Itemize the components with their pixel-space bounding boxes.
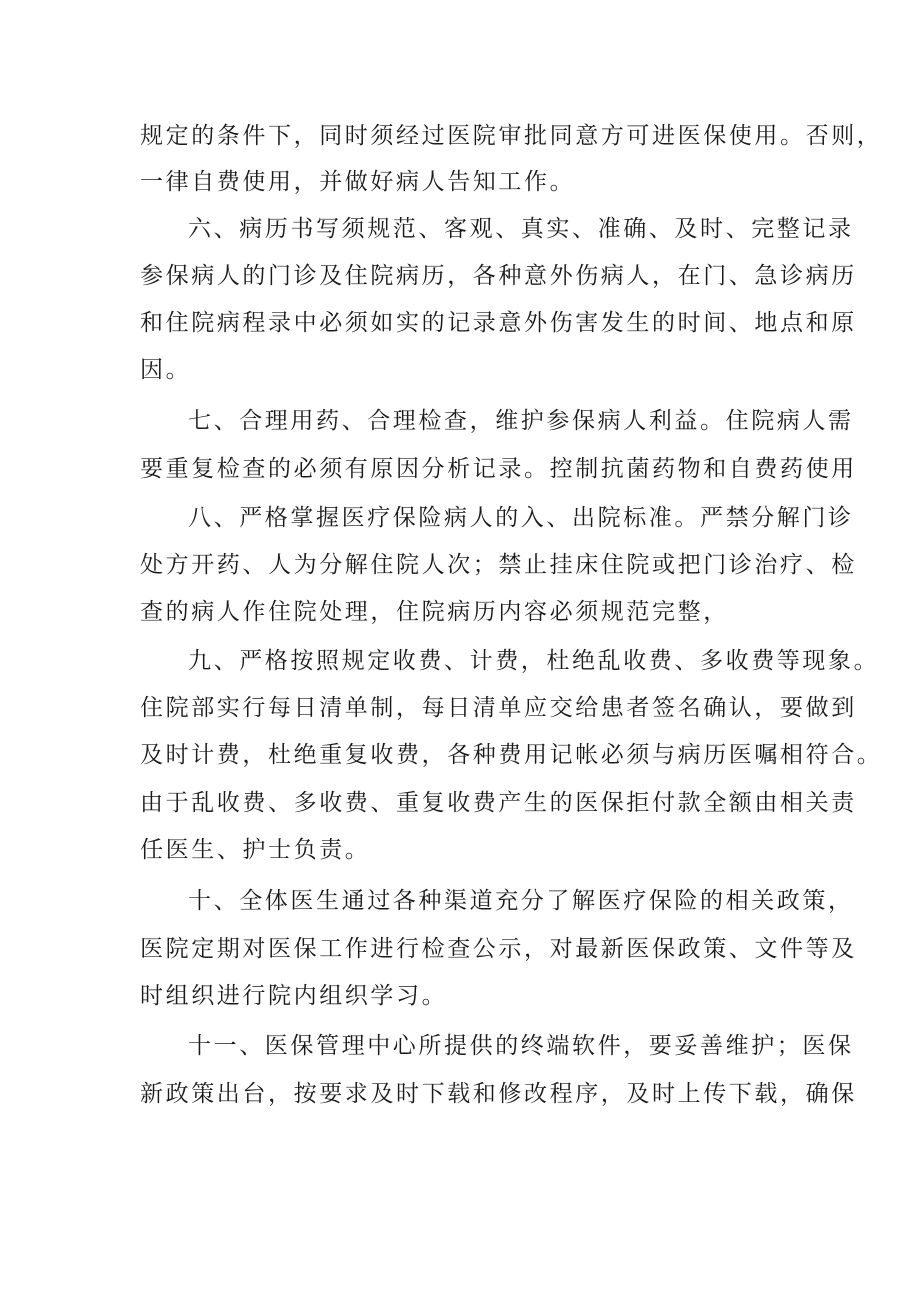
text-line: 时组织进行院内组织学习。 (140, 983, 448, 1009)
text-line: 新政策出台，按要求及时下载和修改程序，及时上传下载，确保 (140, 1081, 857, 1107)
text-line: 医院定期对医保工作进行检查公示，对最新医保政策、文件等及 (140, 936, 857, 962)
text-line: 参保病人的门诊及住院病历，各种意外伤病人，在门、急诊病历 (140, 263, 857, 289)
text-line: 住院部实行每日清单制，每日清单应交给患者签名确认，要做到 (140, 695, 857, 721)
section-8-first-line: 八、严格掌握医疗保险病人的入、出院标准。严禁分解门诊 (188, 505, 854, 531)
text-line: 一律自费使用，并做好病人告知工作。 (140, 169, 576, 195)
section-11-first-line: 十一、医保管理中心所提供的终端软件，要妥善维护；医保 (188, 1033, 854, 1059)
section-9-first-line: 九、严格按照规定收费、计费，杜绝乱收费、多收费等现象。 (188, 648, 880, 674)
text-line: 处方开药、人为分解住院人次；禁止挂床住院或把门诊治疗、检 (140, 552, 857, 578)
text-line: 查的病人作住院处理，住院病历内容必须规范完整， (140, 599, 729, 625)
section-7-first-line: 七、合理用药、合理检查，维护参保病人利益。住院病人需 (188, 408, 854, 434)
text-line: 由于乱收费、多收费、重复收费产生的医保拒付款全额由相关责 (140, 790, 857, 816)
text-line: 任医生、护士负责。 (140, 837, 371, 863)
text-line: 及时计费，杜绝重复收费，各种费用记帐必须与病历医嘱相符合。 (140, 742, 883, 768)
text-line: 因。 (140, 357, 192, 383)
text-line: 要重复检查的必须有原因分析记录。控制抗菌药物和自费药使用 (140, 456, 857, 482)
section-6-first-line: 六、病历书写须规范、客观、真实、准确、及时、完整记录 (188, 216, 854, 242)
section-10-first-line: 十、全体医生通过各种渠道充分了解医疗保险的相关政策， (188, 888, 854, 914)
text-line: 和住院病程录中必须如实的记录意外伤害发生的时间、地点和原 (140, 310, 857, 336)
text-line: 规定的条件下，同时须经过医院审批同意方可进医保使用。否则， (140, 123, 883, 149)
